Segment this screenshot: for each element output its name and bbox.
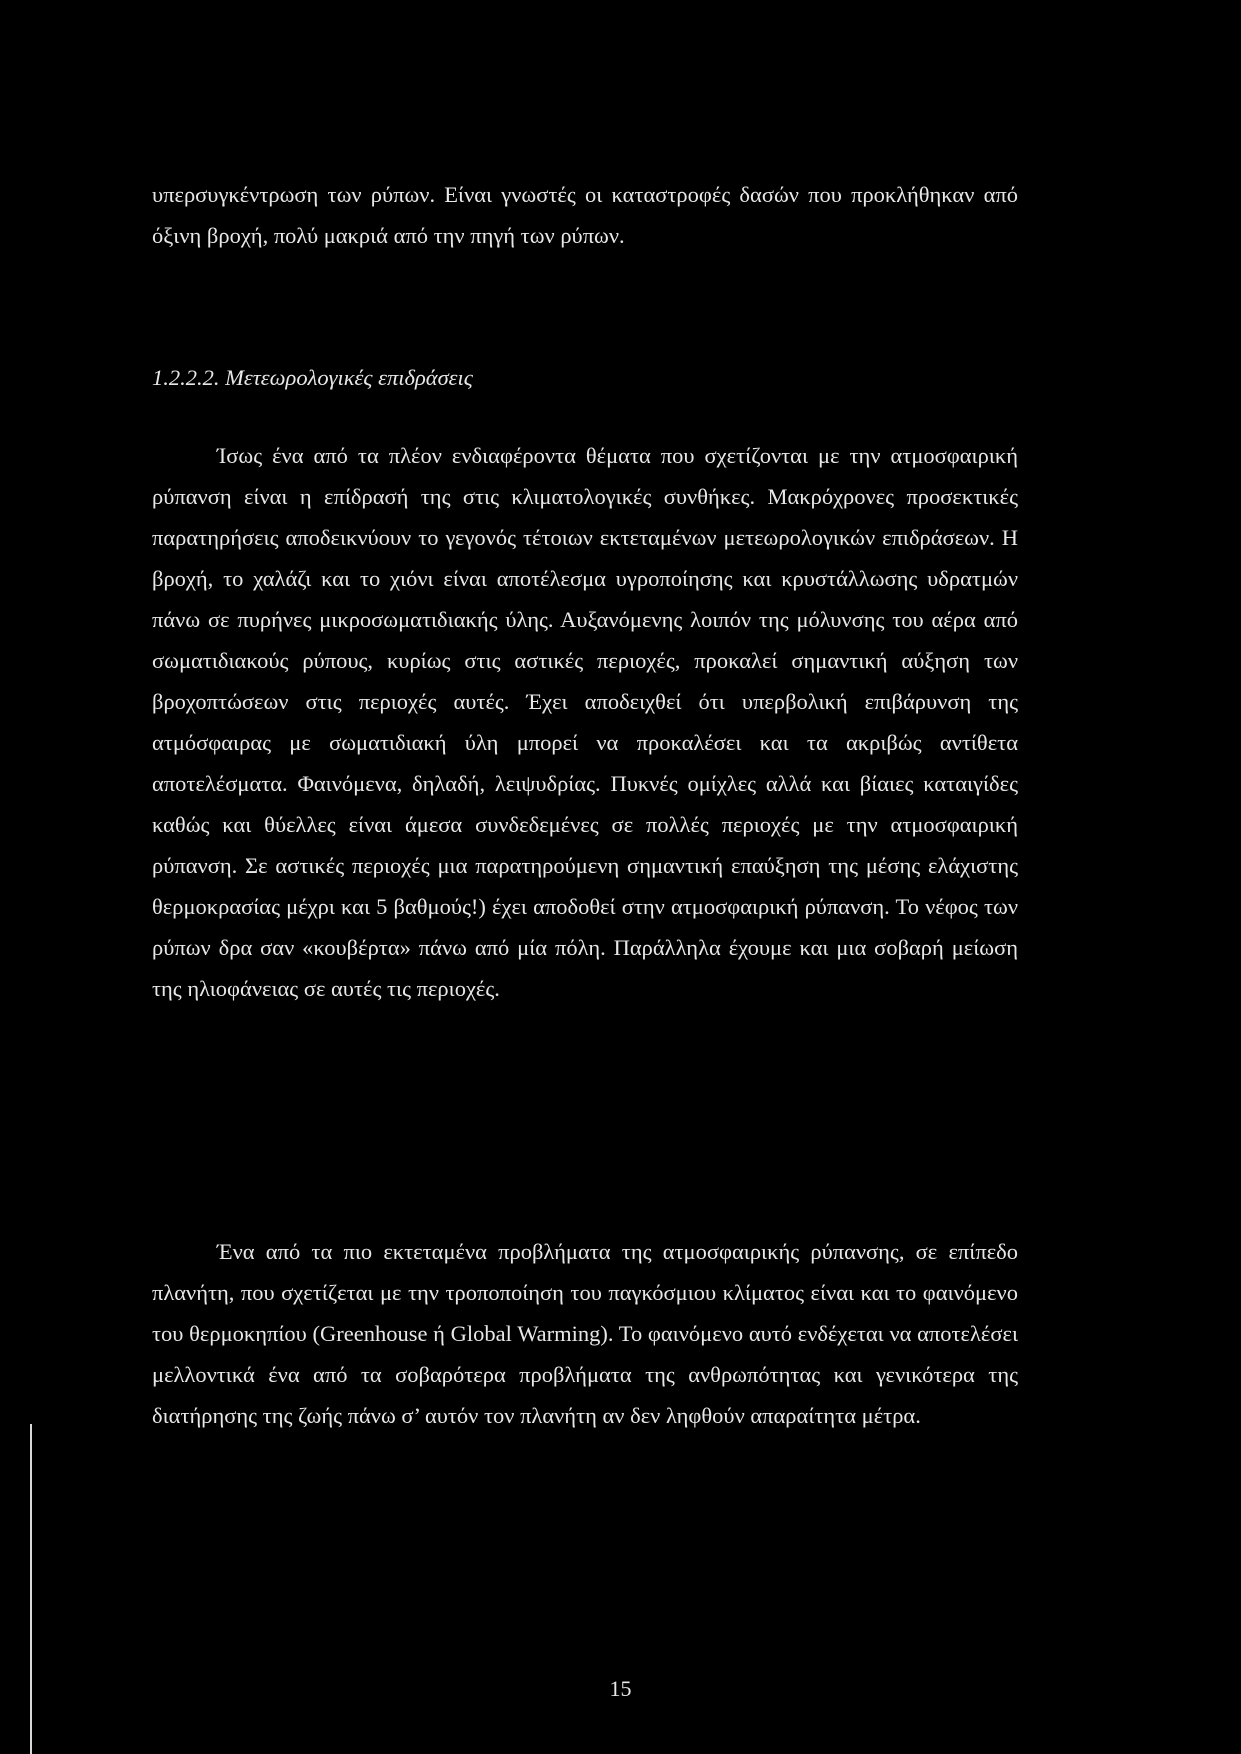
paragraph-meteorological-effects: Ίσως ένα από τα πλέον ενδιαφέροντα θέματα που σχετίζονται με την ατμοσφαιρική ρύπανση είναι η επίδρασή της στις κλιματολογικές συνθήκες. Μακρόχρονες προσεκτικές παρατηρήσεις αποδεικνύουν το γεγονός τέτοιων εκτεταμένων μετεωρολογικών επιδράσεων. Η βροχή, το χαλάζι και το χιόνι είναι αποτέλεσμα υγροποίησης και κρυστάλλωσης υδρατμών πάνω σε πυρήνες μικροσωματιδιακής ύλης. Αυξανόμενης λοιπόν της μόλυνσης του αέρα από σωματιδιακούς ρύπους, κυρίως στις αστικές περιοχές, προκαλεί σημαντική αύξηση των βροχοπτώσεων στις περιοχές αυτές. Έχει αποδειχθεί ότι υπερβολική επιβάρυνση της ατμόσφαιρας με σωματιδιακή ύλη μπορεί να προκαλέσει και τα ακριβώς αντίθετα αποτελέσματα. Φαινόμενα, δηλαδή, λειψυδρίας. Πυκνές ομίχλες αλλά και βίαιες καταιγίδες καθώς και θύελλες είναι άμεσα συνδεδεμένες σε πολλές περιοχές με την ατμοσφαιρική ρύπανση. Σε αστικές περιοχές μια παρατηρούμενη σημαντική επαύξηση της μέσης ελάχιστης θερμοκρασίας μέχρι και 5 βαθμούς!) έχει αποδοθεί στην ατμοσφαιρική ρύπανση. Το νέφος των ρύπων δρα σαν «κουβέρτα» πάνω από μία πόλη. Παράλληλα έχουμε και μια σοβαρή μείωση της ηλιοφάνειας σε αυτές τις περιοχές. — [152, 443, 1018, 1001]
page-number: 15 — [609, 1676, 632, 1701]
section-heading: 1.2.2.2. Μετεωρολογικές επιδράσεις — [152, 365, 473, 390]
paragraph-continuation: υπερσυγκέντρωση των ρύπων. Είναι γνωστές οι καταστροφές δασών που προκλήθηκαν από όξινη βροχή, πολύ μακριά από την πηγή των ρύπων. — [152, 182, 1018, 248]
margin-rule — [30, 1424, 32, 1754]
paragraph-greenhouse-effect: Ένα από τα πιο εκτεταμένα προβλήματα της ατμοσφαιρικής ρύπανσης, σε επίπεδο πλανήτη, που σχετίζεται με την τροποποίηση του παγκόσμιου κλίματος είναι και το φαινόμενο του θερμοκηπίου (Greenhouse ή Global Warming). Το φαινόμενο αυτό ενδέχεται να αποτελέσει μελλοντικά ένα από τα σοβαρότερα προβλήματα της ανθρωπότητας και γενικότερα της διατήρησης της ζωής πάνω σ’ αυτόν τον πλανήτη αν δεν ληφθούν απαραίτητα μέτρα. — [152, 1239, 1018, 1428]
